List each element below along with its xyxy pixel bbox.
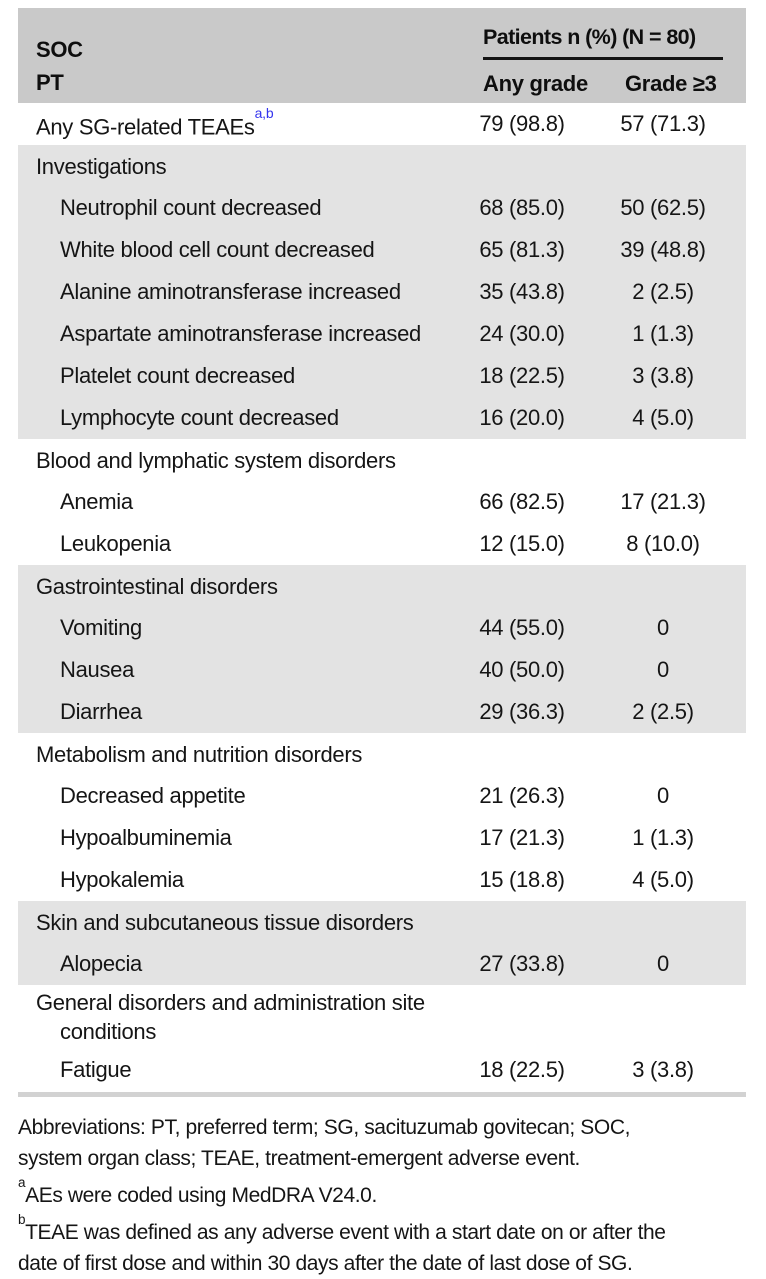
grade3-value: 0	[657, 783, 669, 808]
pt-label: Neutrophil count decreased	[60, 195, 322, 220]
table-row	[18, 313, 746, 355]
any-grade-value: 79 (98.8)	[479, 111, 565, 136]
soc-label: Gastrointestinal disorders	[36, 573, 278, 599]
grade3-column-header: Grade ≥3	[625, 71, 717, 96]
pt-label: White blood cell count decreased	[60, 237, 375, 262]
pt-label: Anemia	[60, 489, 133, 514]
any-grade-value: 65 (81.3)	[479, 237, 565, 262]
pt-label: Fatigue	[60, 1057, 132, 1082]
adverse-events-table	[18, 8, 746, 1097]
pt-label: Alanine aminotransferase increased	[60, 279, 401, 304]
total-row-text: Any SG-related TEAEs	[36, 114, 255, 140]
section-investigations	[18, 145, 746, 439]
pt-label: Alopecia	[60, 951, 142, 976]
any-grade-value: 24 (30.0)	[479, 321, 565, 346]
footnote-a	[18, 1174, 758, 1211]
any-grade-column-header: Any grade	[483, 71, 588, 96]
footnote-a-marker: a	[18, 1175, 26, 1190]
soc-header-row	[18, 901, 746, 943]
table-row	[18, 775, 746, 817]
pt-label: Hypoalbuminemia	[60, 825, 232, 850]
any-grade-value: 40 (50.0)	[479, 657, 565, 682]
grade3-value: 3 (3.8)	[632, 1057, 694, 1082]
any-grade-value: 16 (20.0)	[479, 405, 565, 430]
pt-label: Lymphocyte count decreased	[60, 405, 339, 430]
pt-label: Hypokalemia	[60, 867, 184, 892]
table-row	[18, 103, 746, 145]
table-row	[18, 607, 746, 649]
grade3-value: 1 (1.3)	[632, 321, 694, 346]
grade3-value: 8 (10.0)	[626, 531, 700, 556]
table-row	[18, 355, 746, 397]
section-skin-subcutaneous	[18, 901, 746, 985]
soc-label: Blood and lymphatic system disorders	[36, 447, 396, 473]
grade3-value: 0	[657, 951, 669, 976]
table-row	[18, 859, 746, 901]
pt-label: Vomiting	[60, 615, 142, 640]
footnote-b-marker: b	[18, 1212, 26, 1227]
any-grade-value: 27 (33.8)	[479, 951, 565, 976]
soc-header-label: SOC	[36, 37, 83, 62]
section-total	[18, 103, 746, 145]
grade3-value: 2 (2.5)	[632, 699, 694, 724]
table-row	[18, 649, 746, 691]
any-grade-value: 21 (26.3)	[479, 783, 565, 808]
grade3-value: 0	[657, 615, 669, 640]
grade3-value: 1 (1.3)	[632, 825, 694, 850]
any-grade-value: 18 (22.5)	[479, 363, 565, 388]
any-grade-value: 44 (55.0)	[479, 615, 565, 640]
grade3-value: 50 (62.5)	[620, 195, 706, 220]
soc-header-row	[18, 439, 746, 481]
abbreviations-line-2: system organ class; TEAE, treatment-emergent adverse event.	[18, 1147, 580, 1170]
table-bottom-rule	[18, 1092, 746, 1097]
soc-header-row	[18, 985, 746, 1049]
table-row	[18, 397, 746, 439]
soc-pt-column-header	[36, 33, 83, 99]
section-gastrointestinal	[18, 565, 746, 733]
table-row	[18, 817, 746, 859]
any-grade-value: 68 (85.0)	[479, 195, 565, 220]
table-footnotes	[18, 1112, 758, 1279]
section-general-disorders	[18, 985, 746, 1091]
any-grade-value: 15 (18.8)	[479, 867, 565, 892]
pt-label: Platelet count decreased	[60, 363, 295, 388]
soc-label: Investigations	[36, 153, 167, 179]
any-grade-value: 66 (82.5)	[479, 489, 565, 514]
table-row	[18, 943, 746, 985]
table-header	[18, 8, 746, 103]
any-grade-value: 29 (36.3)	[479, 699, 565, 724]
any-grade-value: 35 (43.8)	[479, 279, 565, 304]
footnote-b-line-1	[18, 1211, 758, 1248]
table-row	[18, 523, 746, 565]
grade3-value: 39 (48.8)	[620, 237, 706, 262]
soc-header-row	[18, 565, 746, 607]
any-grade-value: 18 (22.5)	[479, 1057, 565, 1082]
grade3-value: 4 (5.0)	[632, 867, 694, 892]
group-header-underline	[483, 57, 723, 60]
pt-label: Diarrhea	[60, 699, 142, 724]
total-row-label	[18, 104, 455, 141]
any-grade-value: 12 (15.0)	[479, 531, 565, 556]
table-row	[18, 187, 746, 229]
soc-label: Skin and subcutaneous tissue disorders	[36, 909, 414, 935]
footnote-a-text: AEs were coded using MedDRA V24.0.	[25, 1184, 377, 1207]
table-row	[18, 691, 746, 733]
grade3-value: 2 (2.5)	[632, 279, 694, 304]
grade3-value: 57 (71.3)	[620, 111, 706, 136]
soc-header-row	[18, 145, 746, 187]
footnote-b-text-1: TEAE was defined as any adverse event with a start date on or after the	[25, 1221, 666, 1244]
table-row	[18, 481, 746, 523]
pt-header-label: PT	[36, 70, 64, 95]
pt-label: Aspartate aminotransferase increased	[60, 321, 421, 346]
table-row	[18, 1049, 746, 1091]
section-blood-lymphatic	[18, 439, 746, 565]
pt-label: Leukopenia	[60, 531, 171, 556]
pt-label: Nausea	[60, 657, 135, 682]
grade3-value: 3 (3.8)	[632, 363, 694, 388]
patients-group-header: Patients n (%) (N = 80)	[483, 25, 696, 49]
footnote-ref-ab: a,b	[254, 104, 274, 121]
pt-label: Decreased appetite	[60, 783, 246, 808]
grade3-value: 17 (21.3)	[620, 489, 706, 514]
abbreviations-line-1: Abbreviations: PT, preferred term; SG, sacituzumab govitecan; SOC,	[18, 1116, 631, 1139]
any-grade-value: 17 (21.3)	[479, 825, 565, 850]
table-row	[18, 229, 746, 271]
soc-header-row	[18, 733, 746, 775]
grade3-value: 4 (5.0)	[632, 405, 694, 430]
table-row	[18, 271, 746, 313]
footnote-b-line-2: date of first dose and within 30 days after the date of last dose of SG.	[18, 1252, 633, 1275]
grade3-value: 0	[657, 657, 669, 682]
soc-label: Metabolism and nutrition disorders	[36, 741, 363, 767]
section-metabolism-nutrition	[18, 733, 746, 901]
soc-label: General disorders and administration site conditions	[36, 990, 425, 1044]
